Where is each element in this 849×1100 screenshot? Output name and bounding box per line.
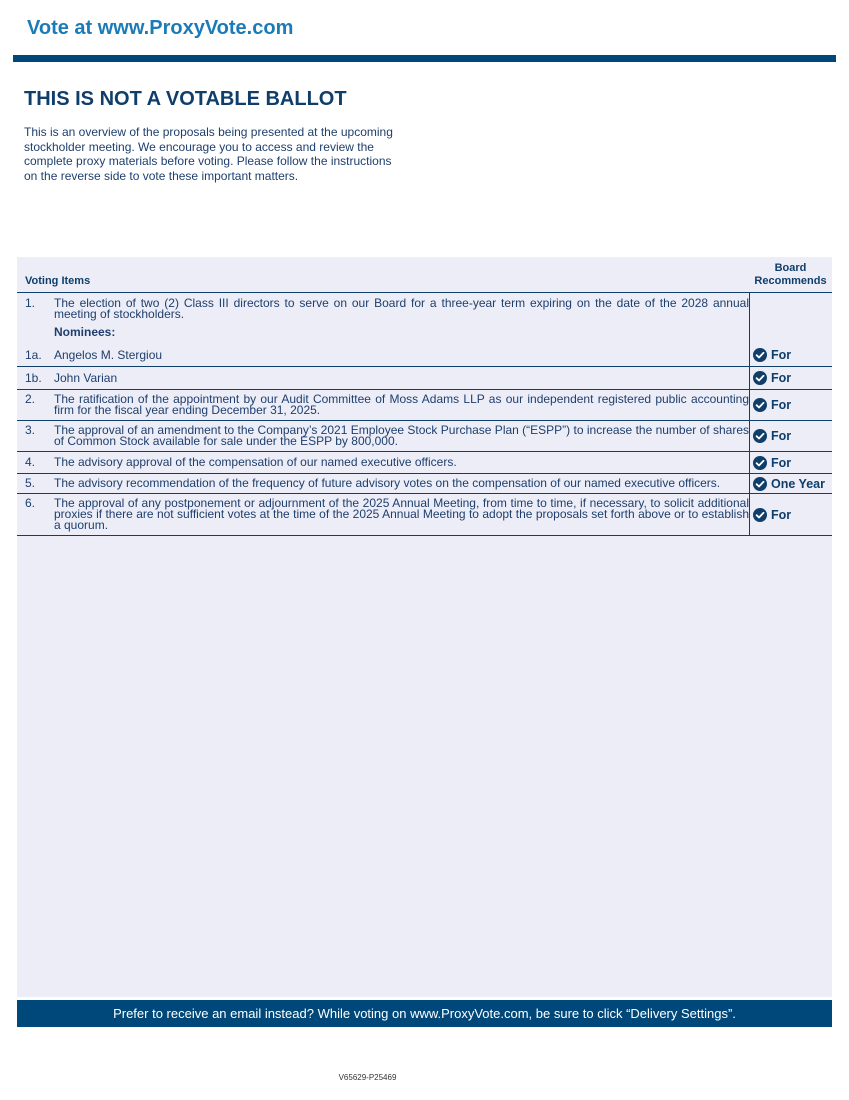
check-circle-icon xyxy=(753,477,767,491)
item-text: Angelos M. Stergiou xyxy=(54,347,163,362)
item-text: The ratification of the appointment by our Audit Committee of Moss Adams LLP as our independent registered public accounting firm for the fiscal year ending December 31, 2025. xyxy=(54,392,749,417)
recommendation-label: For xyxy=(771,507,792,522)
recommendation-label: For xyxy=(771,455,792,470)
voting-items-table xyxy=(17,292,832,536)
item-number: 1a. xyxy=(25,347,42,362)
recommendation-label: For xyxy=(771,348,792,362)
recommendation-label: For xyxy=(771,398,792,412)
recommendation-label: For xyxy=(771,371,792,385)
document-code: V65629-P25469 xyxy=(338,1073,397,1082)
item-number: 5. xyxy=(25,476,36,490)
item-text xyxy=(54,293,749,344)
board-recommendation xyxy=(749,367,832,389)
voting-item-row xyxy=(17,421,832,452)
check-circle-icon xyxy=(753,508,767,522)
intro-paragraph: This is an overview of the proposals being presented at the upcoming stockholder meeting. We encourage you to access and review the complete proxy materials before voting. Please follow the instructions on the reverse side to vote these important matters. xyxy=(24,125,393,183)
check-circle-icon xyxy=(753,371,767,385)
board-header-line1: Board xyxy=(774,262,807,274)
item-number: 3. xyxy=(25,423,36,437)
item-description: The election of two (2) Class III directors to serve on our Board for a three-year term expiring on the date of the 2028 annual meeting of stockholders. xyxy=(54,296,749,321)
item-text: The approval of any postponement or adjournment of the 2025 Annual Meeting, from time to time, if necessary, to solicit additional proxies if there are not sufficient votes at the time of the 2025 Annual Meeting to adopt the proposals set forth above or to establish a quorum. xyxy=(54,496,749,532)
item-text: The advisory recommendation of the frequency of future advisory votes on the compensation of our named executive officers. xyxy=(54,476,721,490)
header-divider xyxy=(13,55,836,62)
recommendation-label: For xyxy=(771,429,792,443)
item-text: The advisory approval of the compensation of our named executive officers. xyxy=(54,455,457,469)
page-title: THIS IS NOT A VOTABLE BALLOT xyxy=(24,88,347,110)
email-delivery-note: Prefer to receive an email instead? While voting on www.ProxyVote.com, be sure to click “Delivery Settings”. xyxy=(113,1006,736,1021)
check-circle-icon xyxy=(753,456,767,470)
board-recommends-header xyxy=(749,262,832,288)
proxyvote-url-heading: Vote at www.ProxyVote.com xyxy=(27,17,294,39)
item-number: 2. xyxy=(25,392,36,406)
nominees-label: Nominees: xyxy=(54,325,116,339)
item-number: 1. xyxy=(25,296,36,310)
voting-item-row xyxy=(17,344,832,367)
board-recommendation xyxy=(749,390,832,420)
board-recommendation xyxy=(749,452,832,473)
voting-items-header: Voting Items xyxy=(25,275,91,287)
email-delivery-banner xyxy=(17,1000,832,1027)
board-recommendation xyxy=(749,293,832,344)
voting-items-panel xyxy=(17,257,832,997)
item-number: 4. xyxy=(25,455,36,469)
voting-item-row xyxy=(17,452,832,474)
board-recommendation xyxy=(749,494,832,535)
check-circle-icon xyxy=(753,398,767,412)
board-recommendation xyxy=(749,421,832,451)
item-number: 1b. xyxy=(25,370,42,385)
board-header-line2: Recommends xyxy=(754,275,827,287)
item-number: 6. xyxy=(25,496,36,510)
item-text: The approval of an amendment to the Company’s 2021 Employee Stock Purchase Plan (“ESPP”) to increase the number of shares of Common Stock available for sale under the ESPP by 800,000. xyxy=(54,423,749,448)
check-circle-icon xyxy=(753,429,767,443)
voting-item-row xyxy=(17,494,832,536)
recommendation-label: One Year xyxy=(771,476,825,491)
board-recommendation xyxy=(749,474,832,493)
check-circle-icon xyxy=(753,348,767,362)
board-recommendation xyxy=(749,344,832,366)
voting-item-row xyxy=(17,474,832,494)
voting-item-row xyxy=(17,390,832,421)
voting-item-row xyxy=(17,367,832,390)
item-text: John Varian xyxy=(54,370,118,385)
voting-item-row xyxy=(17,292,832,344)
